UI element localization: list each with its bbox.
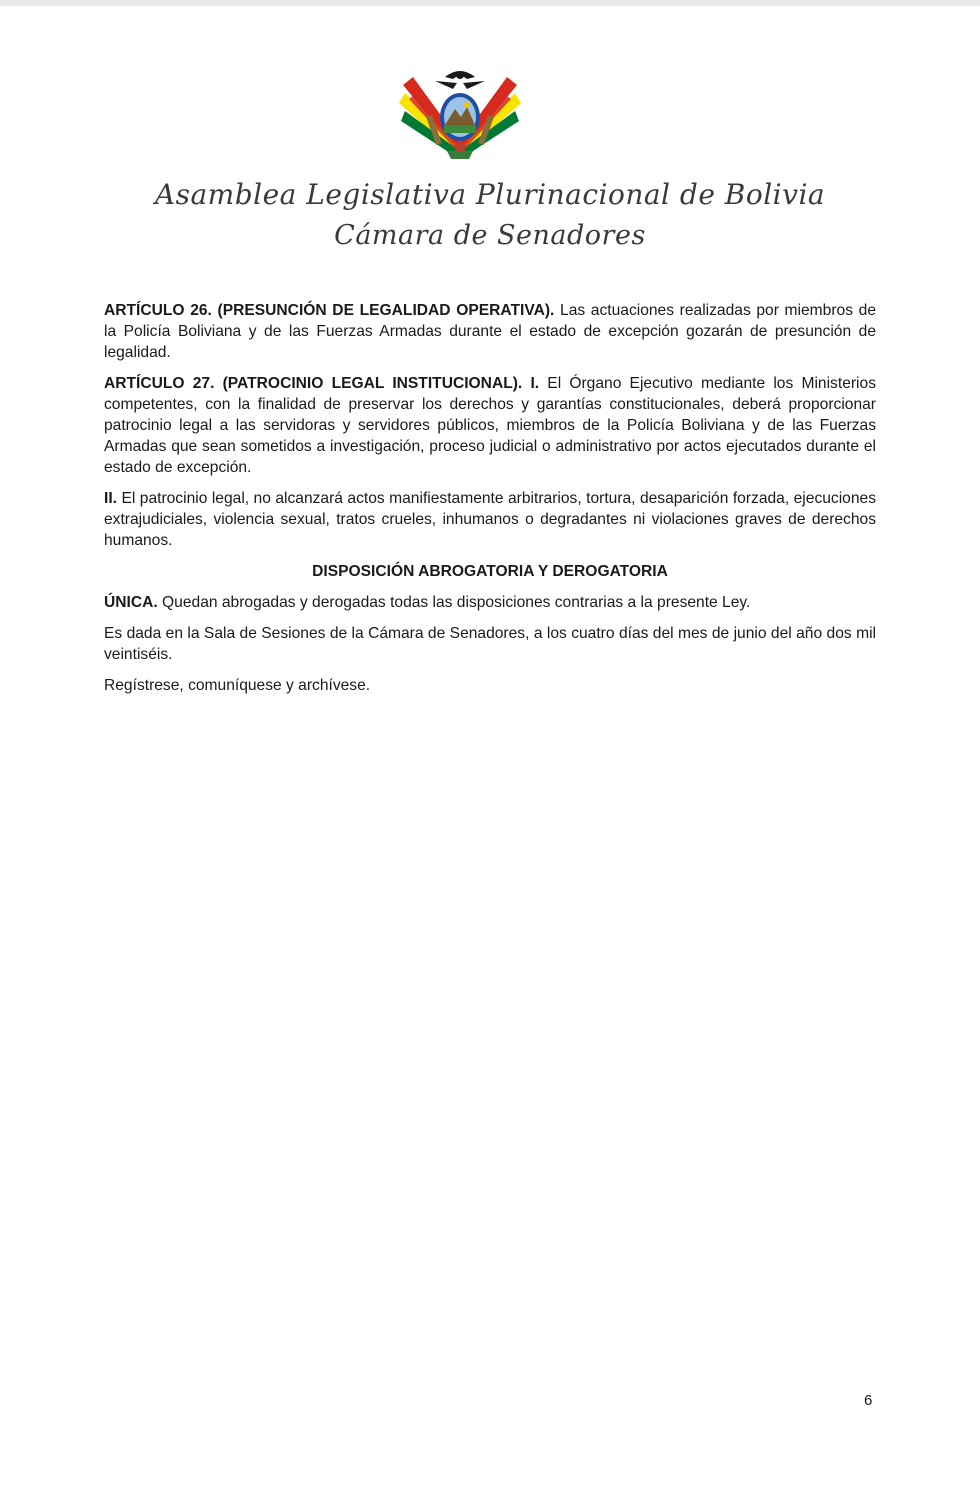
bolivia-coat-of-arms-icon [395, 55, 525, 163]
article-27-ii-label: II. [104, 490, 117, 507]
article-27-paragraph-1 [104, 373, 876, 478]
chamber-name: Cámara de Senadores [334, 220, 646, 251]
top-bar [0, 0, 980, 6]
article-26 [104, 300, 876, 363]
disposition-text: Quedan abrogadas y derogadas todas las disposiciones contrarias a la presente Ley. [157, 594, 751, 611]
article-26-heading: ARTÍCULO 26. (PRESUNCIÓN DE LEGALIDAD OPERATIVA). [104, 302, 555, 319]
article-27-paragraph-2 [104, 488, 876, 551]
closing-given: Es dada en la Sala de Sesiones de la Cámara de Senadores, a los cuatro días del mes de junio del año dos mil veintiséis. [104, 625, 876, 663]
article-27-heading: ARTÍCULO 27. (PATROCINIO LEGAL INSTITUCIONAL). I. [104, 375, 540, 392]
article-27-text: El Órgano Ejecutivo mediante los Ministerios competentes, con la finalidad de preservar los derechos y garantías constitucionales, deberá proporcionar patrocinio legal a las servidoras y servidores públicos, miembros de la Policía Boliviana y de las Fuerzas Armadas que sean sometidos a investigación, proceso judicial o administrativo por actos ejecutados durante el estado de excepción. [104, 375, 876, 476]
document-body [104, 300, 876, 706]
page-number: 6 [864, 1392, 873, 1409]
disposition-label: ÚNICA. [104, 594, 158, 611]
article-26-text: Las actuaciones realizadas por miembros de la Policía Boliviana y de las Fuerzas Armadas durante el estado de excepción gozarán de presunción de legalidad. [104, 302, 876, 361]
article-27-ii-text: El patrocinio legal, no alcanzará actos manifiestamente arbitrarios, tortura, desaparición forzada, ejecuciones extrajudiciales, violencia sexual, tratos crueles, inhumanos o degradantes ni violaciones graves de derechos humanos. [104, 490, 876, 549]
institution-name: Asamblea Legislativa Plurinacional de Bolivia [154, 178, 826, 211]
closing-register: Regístrese, comuníquese y archívese. [104, 677, 371, 694]
disposition-unica [104, 592, 876, 613]
disposition-title: DISPOSICIÓN ABROGATORIA Y DEROGATORIA [312, 563, 668, 580]
